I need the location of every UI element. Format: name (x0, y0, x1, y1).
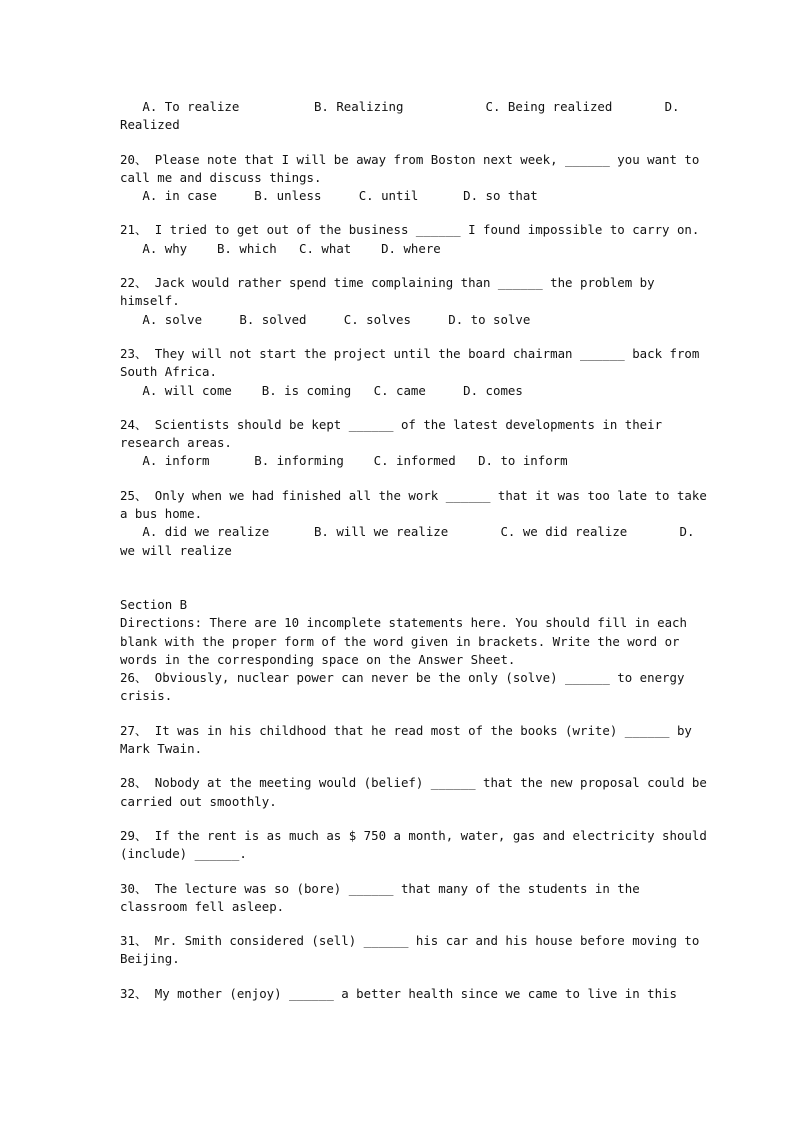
question-stem-cont: Mark Twain. (120, 741, 203, 757)
question-stem: 30、 The lecture was so (bore) ______ that many of the students in the (120, 880, 640, 896)
question-stem-cont: Beijing. (120, 951, 180, 967)
question-29 (120, 827, 707, 864)
question-stem: 28、 Nobody at the meeting would (belief) ______ that the new proposal could be (120, 775, 707, 791)
question-30 (120, 880, 680, 917)
question-31 (120, 932, 700, 969)
options-line: A. To realize B. Realizing C. Being realized D. (120, 99, 680, 114)
question-21 (120, 221, 700, 258)
question-stem: 21、 I tried to get out of the business ______ I found impossible to carry on. (120, 222, 700, 238)
question-options: A. in case B. unless C. until D. so that (120, 188, 538, 204)
question-stem: 31、 Mr. Smith considered (sell) ______ his car and his house before moving to (120, 933, 700, 949)
question-stem: 29、 If the rent is as much as $ 750 a month, water, gas and electricity should (120, 827, 707, 843)
question-stem: 22、 Jack would rather spend time complaining than ______ the problem by (120, 275, 655, 291)
question-options: A. inform B. informing C. informed D. to inform (120, 453, 568, 469)
question-32 (120, 985, 680, 1003)
question-24 (120, 416, 680, 471)
question-options: A. why B. which C. what D. where (120, 240, 441, 256)
question-options: A. solve B. solved C. solves D. to solve (120, 311, 531, 327)
question-stem-cont: carried out smoothly. (120, 793, 277, 809)
section-b (120, 596, 687, 669)
question-22 (120, 274, 680, 329)
section-title: Section B (120, 596, 188, 612)
question-stem-cont: South Africa. (120, 364, 217, 380)
question-25 (120, 487, 707, 560)
exam-content (120, 98, 707, 1003)
options-wrap: we will realize (120, 542, 232, 558)
question-stem-cont: a bus home. (120, 506, 203, 522)
question-28 (120, 774, 707, 811)
question-stem-cont: himself. (120, 293, 180, 309)
directions-line: words in the corresponding space on the Answer Sheet. (120, 651, 516, 667)
question-stem-cont: classroom fell asleep. (120, 898, 285, 914)
options-wrap: Realized (120, 117, 180, 133)
directions-line: Directions: There are 10 incomplete statements here. You should fill in each (120, 615, 687, 631)
question-stem: 27、 It was in his childhood that he read most of the books (write) ______ by (120, 722, 692, 738)
question-stem: 23、 They will not start the project until the board chairman ______ back from (120, 345, 700, 361)
question-23 (120, 345, 700, 400)
question-26 (120, 669, 685, 706)
question-27 (120, 722, 692, 759)
question-options: A. did we realize B. will we realize C. we did realize D. (120, 524, 695, 540)
question-stem: 20、 Please note that I will be away from Boston next week, ______ you want to (120, 151, 700, 167)
question-20 (120, 151, 700, 206)
question-19-options (120, 98, 680, 135)
question-stem-cont: research areas. (120, 435, 232, 451)
question-stem-cont: (include) ______. (120, 846, 247, 862)
question-options: A. will come B. is coming C. came D. comes (120, 382, 523, 398)
question-stem: 24、 Scientists should be kept ______ of the latest developments in their (120, 416, 663, 432)
question-stem: 32、 My mother (enjoy) ______ a better health since we came to live in this (120, 985, 677, 1001)
question-stem: 26、 Obviously, nuclear power can never be the only (solve) ______ to energy (120, 670, 685, 686)
question-stem-cont: call me and discuss things. (120, 169, 322, 185)
question-stem-cont: crisis. (120, 688, 173, 704)
directions-line: blank with the proper form of the word given in brackets. Write the word or (120, 633, 680, 649)
question-stem: 25、 Only when we had finished all the work ______ that it was too late to take (120, 487, 707, 503)
